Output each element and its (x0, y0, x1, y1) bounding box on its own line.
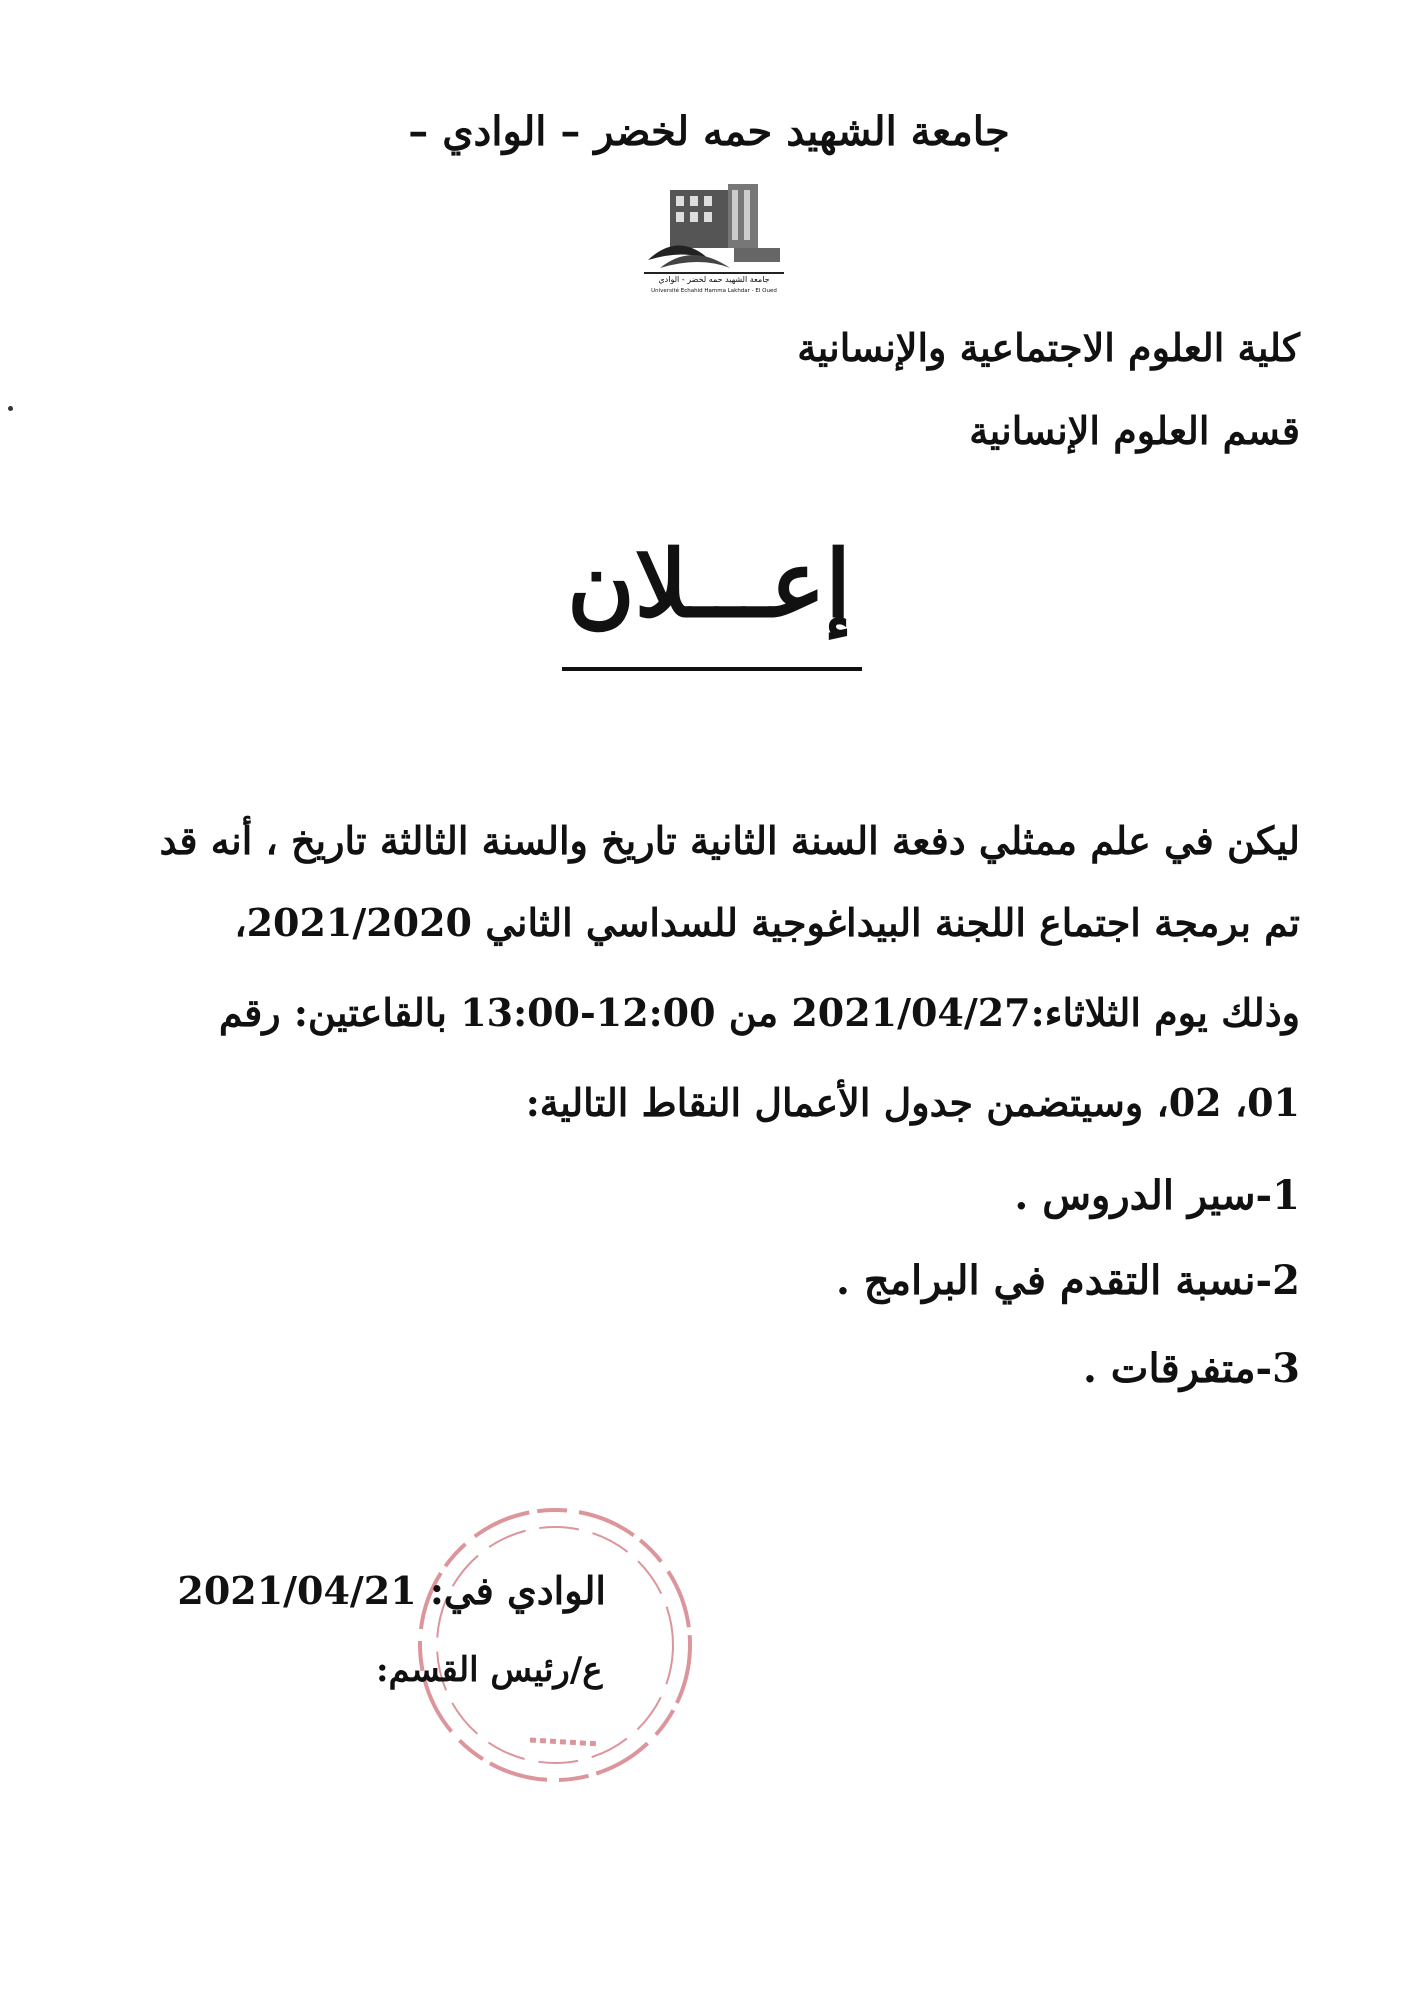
body-line-3: وذلك يوم الثلاثاء:2021/04/27 من 12:00-13:00 بالقاعتين: رقم (218, 990, 1300, 1035)
agenda-item-3: 3-متفرقات . (1082, 1345, 1300, 1392)
official-stamp (410, 1500, 700, 1790)
body-line-4: 01، 02، وسيتضمن جدول الأعمال النقاط التالية: (525, 1080, 1300, 1125)
logo-caption-arabic: جامعة الشهيد حمه لخضر - الوادي (658, 275, 770, 284)
place-and-date: الوادي في: 2021/04/21 (177, 1568, 606, 1613)
announcement-title: إعـــلان (567, 530, 851, 638)
scan-speck (8, 406, 13, 411)
body-line-2: تم برمجة اجتماع اللجنة البيداغوجية للسداسي الثاني 2021/2020، (234, 900, 1300, 945)
logo-caption-latin: Université Echahid Hamma Lakhdar - El Oued (651, 288, 777, 294)
university-name: جامعة الشهيد حمه لخضر – الوادي – (408, 108, 1010, 155)
title-underline (562, 667, 862, 671)
agenda-item-2: 2-نسبة التقدم في البرامج . (835, 1257, 1300, 1304)
agenda-item-1: 1-سير الدروس . (1014, 1172, 1300, 1219)
faculty-name: كلية العلوم الاجتماعية والإنسانية (797, 325, 1300, 370)
university-logo (640, 182, 788, 294)
department-name: قسم العلوم الإنسانية (969, 408, 1300, 453)
body-line-1: ليكن في علم ممثلي دفعة السنة الثانية تاريخ والسنة الثالثة تاريخ ، أنه قد (159, 818, 1300, 863)
signatory-title: ع/رئيس القسم: (376, 1650, 603, 1690)
